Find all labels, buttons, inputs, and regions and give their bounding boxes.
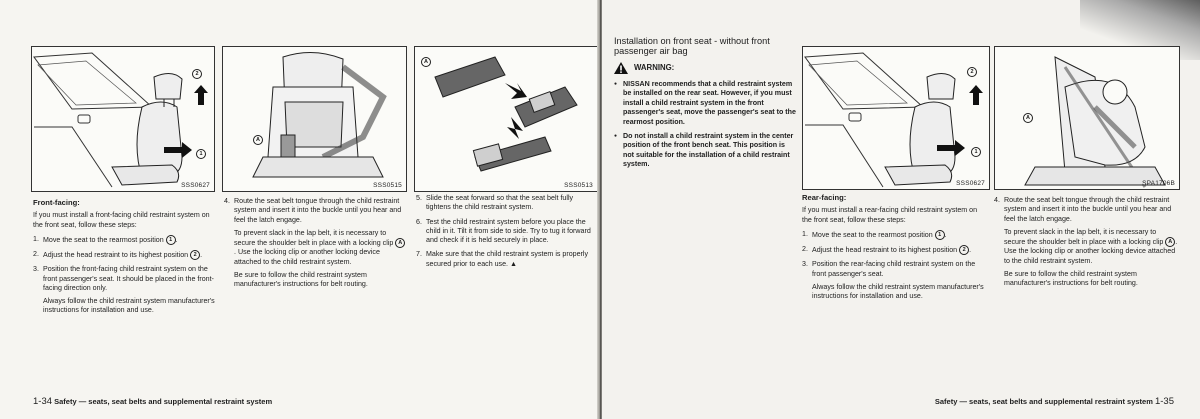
lap-belt-note: To prevent slack in the lap belt, it is necessary to secure the shoulder belt in place with a locking clip A . Use the locking clip or another locking device attached to the child restraint system. <box>1004 227 1178 265</box>
marker-1-badge: 1 <box>166 235 176 245</box>
figure-code: SSS0513 <box>564 182 593 189</box>
locking-clip-illustration <box>415 47 597 191</box>
footer-title: Safety — seats, seat belts and supplemental restraint system <box>54 397 273 406</box>
seat-position-figure <box>31 46 215 192</box>
front-facing-column <box>33 198 215 321</box>
warning-label: WARNING: <box>634 63 675 73</box>
callout-a-badge: A <box>421 53 431 71</box>
marker-2-badge: 2 <box>967 63 977 81</box>
front-facing-steps <box>33 235 215 316</box>
figure-code: SSS0515 <box>373 182 402 189</box>
steps-5-7-column <box>416 194 596 274</box>
rear-facing-steps <box>802 230 986 302</box>
marker-1-badge: 1 <box>935 230 945 240</box>
right-page <box>602 0 1200 419</box>
child-seat-illustration <box>223 47 406 191</box>
locking-clip-figure <box>414 46 598 192</box>
marker-1-badge: 1 <box>196 145 206 163</box>
marker-2-badge: 2 <box>190 250 200 260</box>
front-facing-intro: If you must install a front-facing child restraint system on the front seat, follow these steps: <box>33 211 210 229</box>
warning-column <box>614 36 796 175</box>
step-7: 7. Make sure that the child restraint system is properly secured prior to each use. ▲ <box>416 250 589 268</box>
figure-code: SSS0627 <box>181 182 210 189</box>
step-4-column <box>994 196 1178 294</box>
rear-facing-seat-figure <box>994 46 1180 190</box>
figure-code: SPA1706B <box>1142 180 1175 187</box>
belt-routing-figure <box>222 46 407 192</box>
step-2: 2. Adjust the head restraint to its highest position 2 . <box>802 245 972 254</box>
step-4: 4. Route the seat belt tongue through the child restraint system and insert it into the buckle until you hear and feel the latch engage. To prevent slack in the lap belt, it is necessary to secure the shoulder belt in place with a locking clip A. Use the locking clip or another locking device attached to the child restraint system. Be sure to follow the child restraint system manufacturer's instructions for belt routing. <box>224 197 406 290</box>
step-3-note: Always follow the child restraint system manufacturer's instructions for installation and use. <box>812 282 984 301</box>
marker-2-badge: 2 <box>959 245 969 255</box>
right-footer <box>935 396 1174 407</box>
marker-2-badge: 2 <box>192 65 202 83</box>
step-2: 2. Adjust the head restraint to its highest position 2 . <box>33 250 203 259</box>
rear-facing-heading: Rear-facing: <box>802 193 847 202</box>
callout-a-badge: A <box>253 131 263 149</box>
step-3-note: Always follow the child restraint system manufacturer's instructions for installation and use. <box>43 297 215 315</box>
marker-a-badge: A <box>395 238 405 248</box>
warning-header <box>614 62 796 74</box>
rear-facing-column <box>802 193 986 306</box>
seat-illustration <box>803 47 989 189</box>
front-facing-heading: Front-facing: <box>33 198 80 207</box>
left-footer <box>33 396 272 407</box>
step-5: 5. Slide the seat forward so that the seat belt fully tightens the child restraint system. <box>416 194 574 212</box>
step-6: 6. Test the child restraint system before you place the child in it. Tilt it from side to side. Try to tug it forward and check if it is held securely in place. <box>416 217 591 245</box>
page-number: 1-34 <box>33 396 53 407</box>
seat-illustration <box>32 47 214 191</box>
marker-1-badge: 1 <box>971 143 981 161</box>
step-1: 1. Move the seat to the rearmost position 1 . <box>33 234 178 244</box>
rear-facing-intro: If you must install a rear-facing child restraint system on the front seat, follow these steps: <box>802 206 978 224</box>
lap-belt-note: To prevent slack in the lap belt, it is necessary to secure the shoulder belt in place with a locking clip A. Use the locking clip or another locking device attached to the child restraint system. <box>234 229 406 267</box>
belt-routing-note: Be sure to follow the child restraint system manufacturer's instructions for belt routing. <box>1004 269 1138 288</box>
step-1: 1. Move the seat to the rearmost position 1 . <box>802 229 947 239</box>
warning-item: ● Do not install a child restraint system in the center position of the front bench seat. This position is not suitable for the installation of a child restraint system. <box>614 132 796 170</box>
warning-item: ● NISSAN recommends that a child restraint system be installed on the rear seat. However, if you must install a child restraint system in the front passenger's seat, move the passenger's seat to the rearmost position. <box>614 80 796 127</box>
figure-code: SSS0627 <box>956 180 985 187</box>
footer-title: Safety — seats, seat belts and supplemental restraint system <box>934 397 1153 406</box>
end-mark-icon: ▲ <box>510 259 518 268</box>
belt-routing-note: Be sure to follow the child restraint system manufacturer's instructions for belt routing. <box>234 270 368 289</box>
warning-triangle-icon <box>614 62 628 74</box>
step-3: 3. Position the rear-facing child restraint system on the front passenger's seat. Always follow the child restraint system manufacturer's instructions for installation and use. <box>802 260 986 301</box>
step-4-column <box>224 197 406 295</box>
step-3: 3. Position the front-facing child restraint system on the front passenger's seat. It should be placed in the front-facing direction only. Always follow the child restraint system manufacturer's instructions for installation and use. <box>33 265 215 315</box>
section-title: Installation on front seat - without front passenger air bag <box>614 36 770 56</box>
step-4: 4. Route the seat belt tongue through the child restraint system and insert it into the buckle until you hear and feel the latch engage. To prevent slack in the lap belt, it is necessary to secure the shoulder belt in place with a locking clip A . Use the locking clip or another locking device attached to the child restraint system. Be sure to follow the child restraint system manufacturer's instructions for belt routing. <box>994 196 1178 288</box>
marker-a-badge: A <box>1165 237 1175 247</box>
callout-a-badge: A <box>1023 109 1033 127</box>
page-number: 1-35 <box>1154 396 1174 407</box>
seat-position-figure <box>802 46 990 190</box>
warning-list <box>614 80 796 170</box>
